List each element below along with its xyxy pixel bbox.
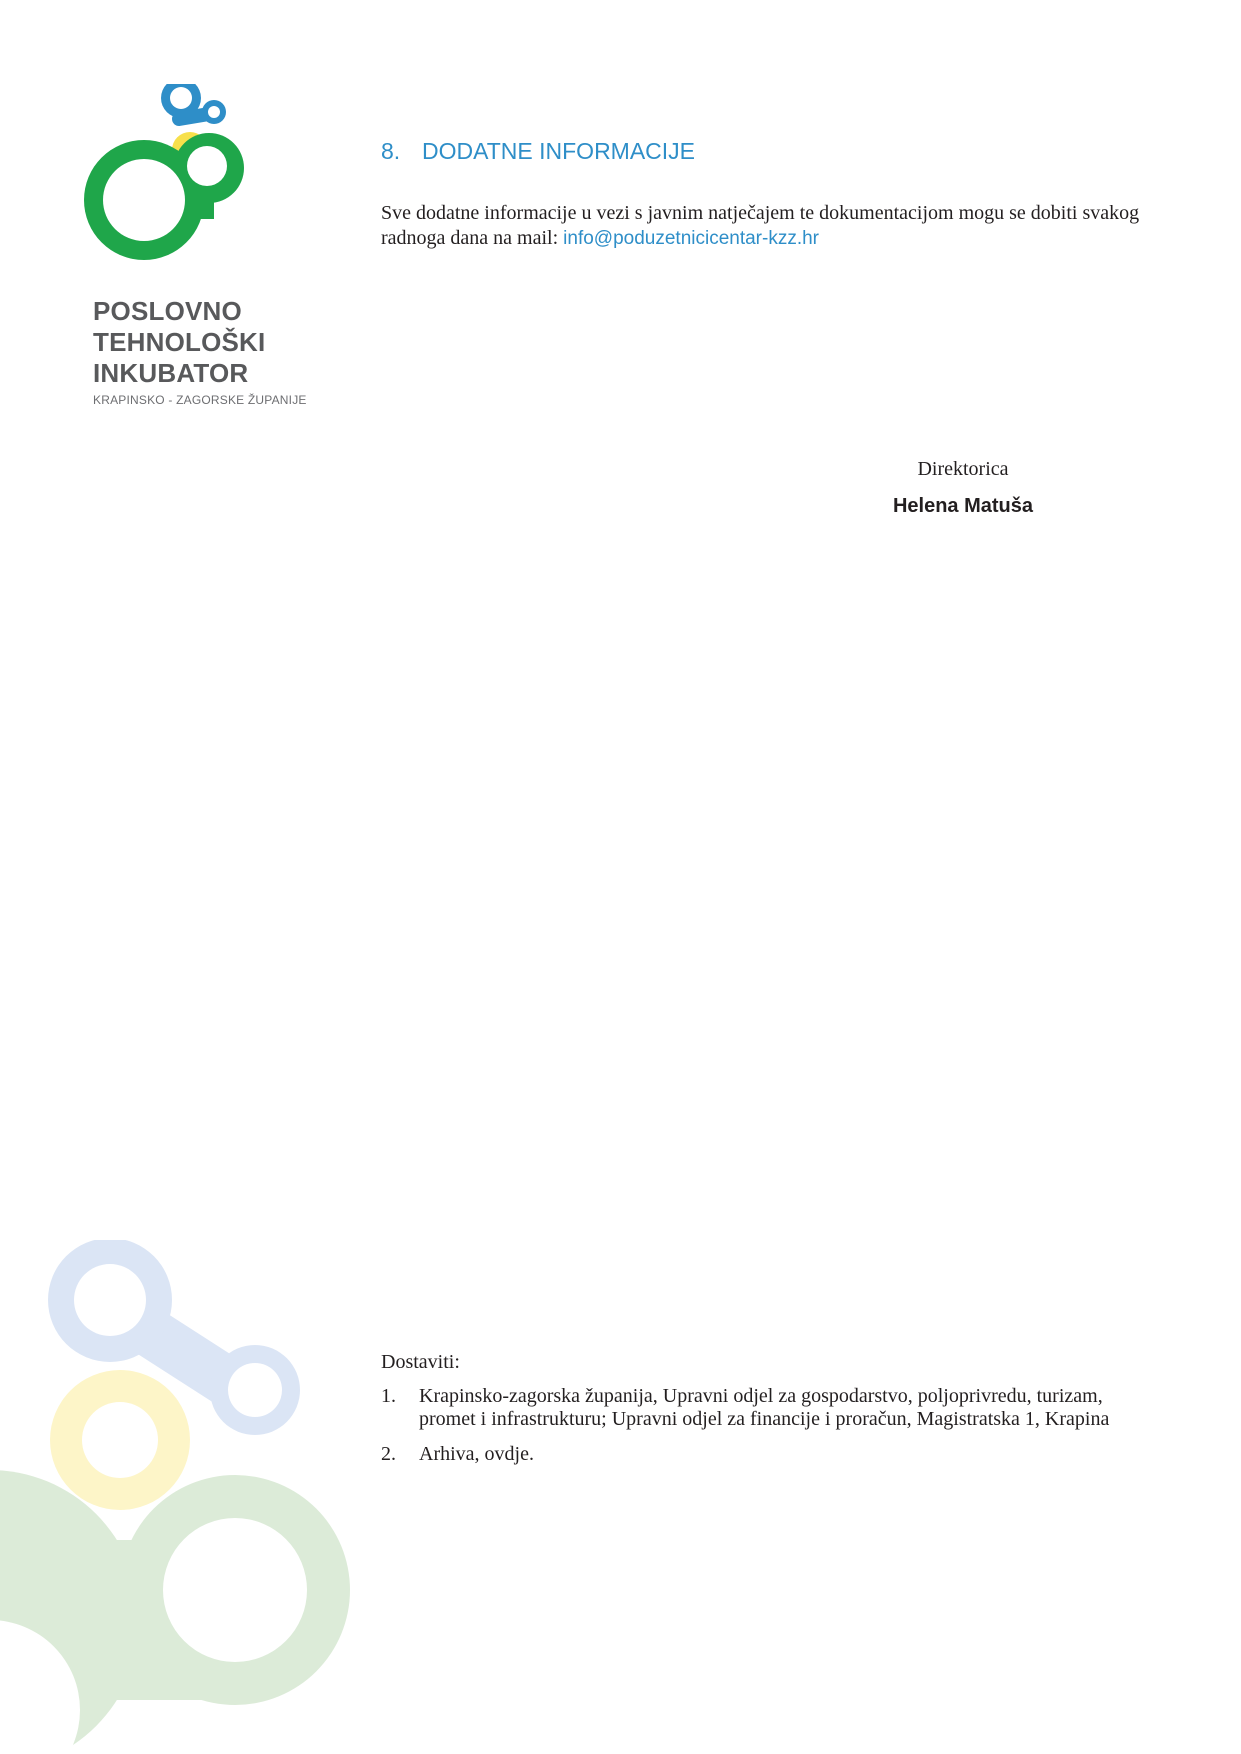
distribution-heading: Dostaviti: xyxy=(381,1351,460,1373)
background-bubbles-decoration xyxy=(0,1240,360,1754)
email-link[interactable]: info@poduzetnicicentar-kzz.hr xyxy=(563,228,820,249)
list-item-text: Arhiva, ovdje. xyxy=(419,1443,534,1465)
section-title: DODATNE INFORMACIJE xyxy=(422,138,696,164)
list-item-number: 2. xyxy=(381,1443,396,1465)
list-item xyxy=(381,1443,1141,1466)
org-subtitle: KRAPINSKO - ZAGORSKE ŽUPANIJE xyxy=(93,393,307,407)
distribution-list xyxy=(381,1385,1141,1478)
bubbles-logo-icon xyxy=(84,84,264,274)
org-name-line: POSLOVNO xyxy=(93,296,242,326)
signature-role: Direktorica xyxy=(917,458,1009,480)
signature-name: Helena Matuša xyxy=(892,495,1034,517)
org-name-line: TEHNOLOŠKI xyxy=(93,327,266,357)
section-heading xyxy=(381,138,695,165)
section-number: 8. xyxy=(381,138,401,164)
info-text: Sve dodatne informacije u vezi s javnim natječajem te dokumentacijom mogu se dobiti svakog radnoga dana na mail: xyxy=(381,202,1140,249)
org-name xyxy=(93,296,265,389)
info-paragraph xyxy=(381,201,1141,251)
list-item-number: 1. xyxy=(381,1385,396,1407)
org-name-line: INKUBATOR xyxy=(93,358,249,388)
list-item-text: Krapinsko-zagorska županija, Upravni odjel za gospodarstvo, poljoprivredu, turizam, promet i infrastrukturu; Upravni odjel za financije i proračun, Magistratska 1, Krapina xyxy=(419,1385,1110,1430)
list-item xyxy=(381,1385,1141,1431)
